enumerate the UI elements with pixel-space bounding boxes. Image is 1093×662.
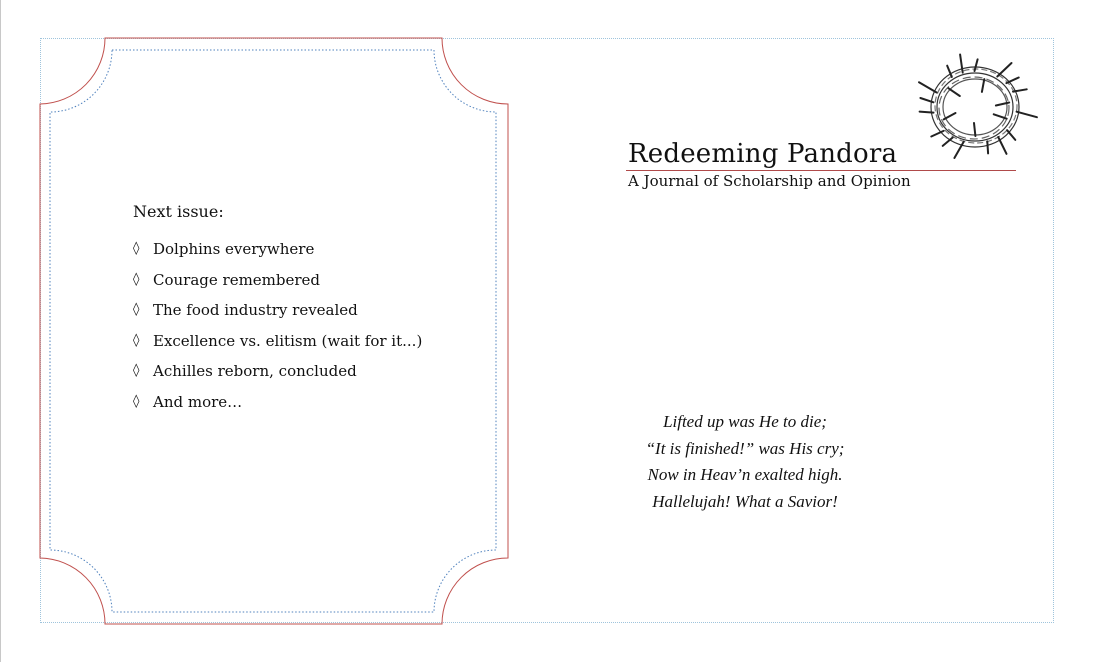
thorn <box>987 141 988 153</box>
list-item-text: And more… <box>153 392 243 411</box>
list-item-text: Achilles reborn, concluded <box>153 362 357 381</box>
list-item <box>133 356 422 387</box>
crown-of-thorns-icon <box>905 42 1055 172</box>
hymn-verse <box>600 409 890 515</box>
diamond-bullet-icon: ◊ <box>133 241 140 256</box>
next-issue-list <box>133 234 422 418</box>
diamond-bullet-icon: ◊ <box>133 271 140 287</box>
thorn <box>974 123 975 136</box>
list-item-text: Dolphins everywhere <box>153 240 315 258</box>
list-item-text: Courage remembered <box>153 270 321 289</box>
list-item-text: The food industry revealed <box>153 301 358 320</box>
thorn <box>1007 130 1015 140</box>
thorn <box>997 63 1011 77</box>
diamond-bullet-icon: ◊ <box>133 332 140 348</box>
thorn <box>998 137 1006 154</box>
verse-line: “It is finished!” was His cry; <box>645 438 845 458</box>
list-item <box>133 265 422 296</box>
thorn <box>949 88 960 96</box>
list-item <box>133 326 422 357</box>
verse-line: Hallelujah! What a Savior! <box>652 491 838 511</box>
masthead <box>628 138 911 190</box>
thorn <box>1017 112 1037 118</box>
verse-line: Lifted up was He to die; <box>663 412 827 431</box>
thorn <box>982 79 984 92</box>
list-item-text: Excellence vs. elitism (wait for it...) <box>153 331 423 350</box>
thorn <box>944 113 956 119</box>
diamond-bullet-icon: ◊ <box>133 393 140 409</box>
list-item <box>133 387 422 418</box>
diamond-bullet-icon: ◊ <box>133 302 140 318</box>
journal-title: Redeeming Pandora <box>628 139 898 169</box>
list-item <box>133 295 422 326</box>
thorn <box>919 82 937 92</box>
thorn <box>960 55 963 73</box>
next-issue-heading: Next issue: <box>133 202 224 221</box>
list-item <box>133 234 422 265</box>
diamond-bullet-icon: ◊ <box>133 363 140 379</box>
thorn <box>920 112 934 113</box>
next-issue-panel <box>133 202 422 418</box>
verse-line: Now in Heav’n exalted high. <box>647 465 843 484</box>
journal-subtitle: A Journal of Scholarship and Opinion <box>628 172 911 190</box>
